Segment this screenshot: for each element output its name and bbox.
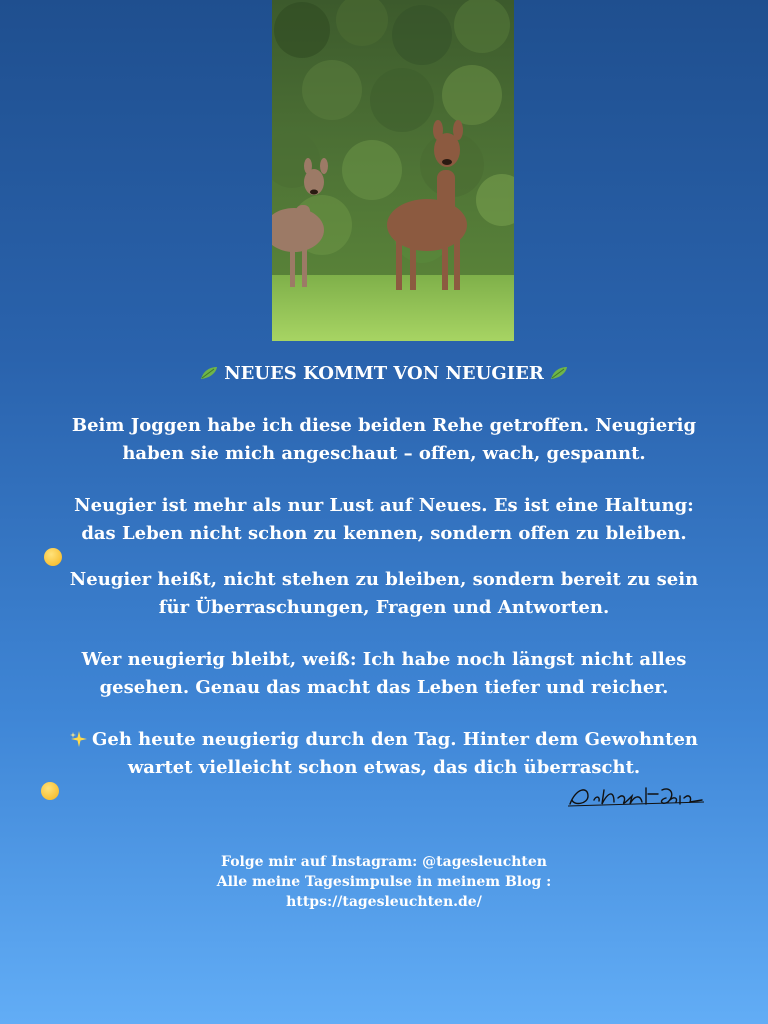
post-text bbox=[40, 360, 728, 824]
text-line bbox=[40, 520, 728, 566]
blog-link[interactable]: https://tagesleuchten.de/ bbox=[286, 894, 482, 910]
text-line-content: das Leben nicht schon zu kennen, sondern offen zu bleiben. bbox=[81, 523, 687, 544]
deer-photo bbox=[272, 0, 514, 341]
paragraph-1 bbox=[40, 412, 728, 468]
text-line: Neugier heißt, nicht stehen zu bleiben, sondern bereit zu sein bbox=[69, 569, 699, 590]
text-line: gesehen. Genau das macht das Leben tiefer und reicher. bbox=[99, 677, 669, 698]
leaf-icon bbox=[550, 366, 568, 380]
post-title bbox=[40, 360, 728, 388]
text-line: Wer neugierig bleibt, weiß: Ich habe noch längst nicht alles bbox=[81, 649, 687, 670]
paragraph-2 bbox=[40, 492, 728, 622]
hugging-face-icon bbox=[44, 548, 62, 566]
blog-line: Alle meine Tagesimpulse in meinem Blog : bbox=[216, 874, 552, 890]
winking-face-icon bbox=[41, 782, 59, 800]
text-line: Beim Joggen habe ich diese beiden Rehe getroffen. Neugierig bbox=[71, 415, 697, 436]
signature bbox=[566, 780, 706, 810]
instagram-line[interactable]: Folge mir auf Instagram: @tagesleuchten bbox=[221, 854, 547, 870]
text-line-content: wartet vielleicht schon etwas, das dich überrascht. bbox=[127, 757, 641, 778]
text-line: Neugier ist mehr als nur Lust auf Neues. Es ist eine Haltung: bbox=[74, 495, 694, 516]
signature-image bbox=[566, 780, 706, 810]
text-line: für Überraschungen, Fragen und Antworten. bbox=[158, 597, 610, 618]
post-title-text: NEUES KOMMT VON NEUGIER bbox=[224, 363, 544, 384]
leaf-icon bbox=[200, 366, 218, 380]
text-line-content: Geh heute neugierig durch den Tag. Hinter dem Gewohnten bbox=[92, 729, 698, 750]
text-line bbox=[40, 726, 728, 754]
deer-photo-image bbox=[272, 0, 514, 341]
footer bbox=[40, 852, 728, 912]
sparkles-icon bbox=[70, 730, 88, 748]
text-line: haben sie mich angeschaut – offen, wach, gespannt. bbox=[122, 443, 646, 464]
paragraph-3 bbox=[40, 646, 728, 702]
